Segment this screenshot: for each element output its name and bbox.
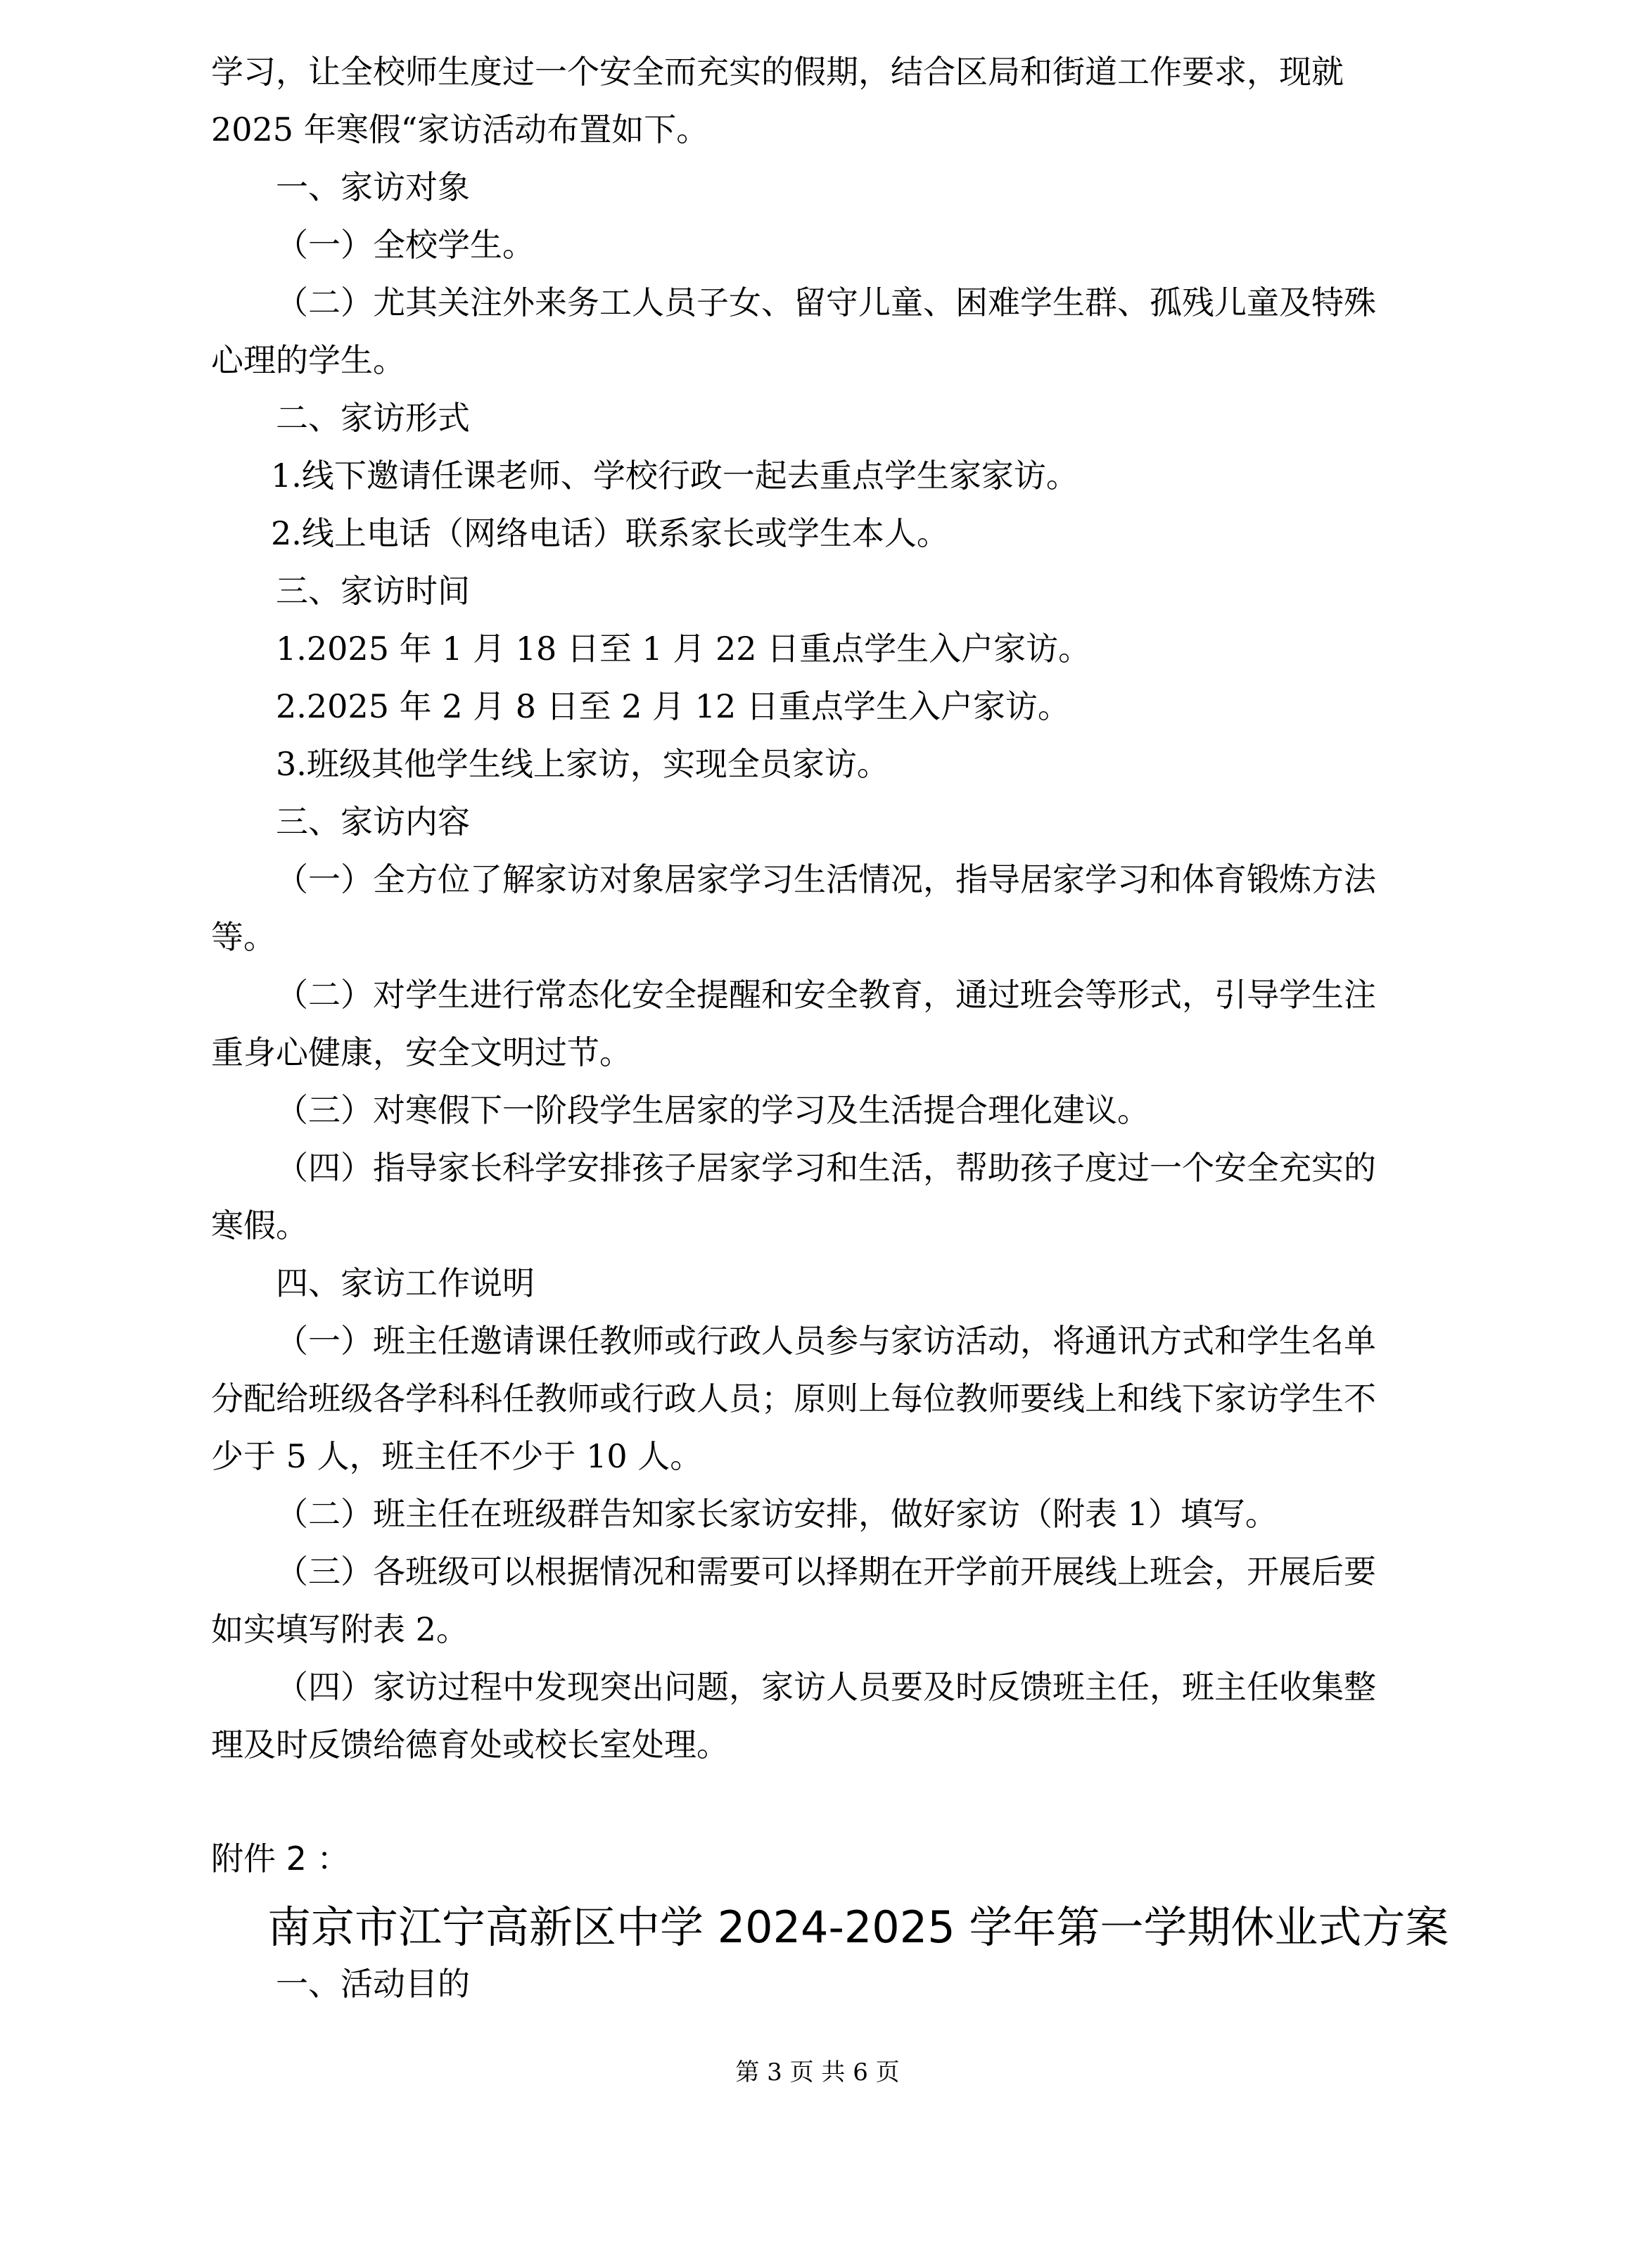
attachment-label: 附件 2 ： <box>211 1840 350 1878</box>
intro-line-2: 2025 年寒假“家访活动布置如下。 <box>211 110 709 148</box>
list-item: （三）各班级可以根据情况和需要可以择期在开学前开展线上班会，开展后要 <box>276 1553 1376 1591</box>
page-footer: 第 3 页 共 6 页 <box>735 2058 900 2087</box>
section-heading-instructions: 四、家访工作说明 <box>276 1264 535 1302</box>
list-item-continuation: 少于 5 人，班主任不少于 10 人。 <box>211 1437 703 1475</box>
list-item: （四）家访过程中发现突出问题，家访人员要及时反馈班主任，班主任收集整 <box>276 1668 1376 1706</box>
list-item: （一）全方位了解家访对象居家学习生活情况，指导居家学习和体育锻炼方法 <box>276 860 1376 898</box>
list-item: （四）指导家长科学安排孩子居家学习和生活，帮助孩子度过一个安全充实的 <box>276 1149 1376 1187</box>
list-item: （二）尤其关注外来务工人员子女、留守儿童、困难学生群、孤残儿童及特殊 <box>276 284 1376 321</box>
list-item-continuation: 重身心健康，安全文明过节。 <box>211 1033 632 1071</box>
list-item: 1.线下邀请任课老师、学校行政一起去重点学生家家访。 <box>271 457 1079 495</box>
list-item: 2.2025 年 2 月 8 日至 2 月 12 日重点学生入户家访。 <box>276 687 1070 725</box>
list-item-continuation: 分配给班级各学科科任教师或行政人员；原则上每位教师要线上和线下家访学生不 <box>211 1380 1376 1418</box>
list-item: 3.班级其他学生线上家访，实现全员家访。 <box>276 745 889 783</box>
list-item: 1.2025 年 1 月 18 日至 1 月 22 日重点学生入户家访。 <box>276 630 1091 668</box>
list-item-continuation: 理及时反馈给德育处或校长室处理。 <box>211 1726 729 1764</box>
list-item: （三）对寒假下一阶段学生居家的学习及生活提合理化建议。 <box>276 1091 1150 1129</box>
list-item-continuation: 如实填写附表 2。 <box>211 1610 469 1648</box>
section-heading-targets: 一、家访对象 <box>276 168 470 206</box>
list-item: （二）班主任在班级群告知家长家访安排，做好家访（附表 1）填写。 <box>276 1495 1278 1533</box>
list-item-continuation: 心理的学生。 <box>211 341 405 379</box>
list-item-continuation: 寒假。 <box>211 1206 308 1244</box>
section-heading-forms: 二、家访形式 <box>276 399 470 437</box>
list-item: （二）对学生进行常态化安全提醒和安全教育，通过班会等形式，引导学生注 <box>276 976 1376 1014</box>
list-item-continuation: 等。 <box>211 918 276 956</box>
list-item: 2.线上电话（网络电话）联系家长或学生本人。 <box>271 514 949 552</box>
section-heading-time: 三、家访时间 <box>276 572 470 610</box>
list-item: （一）班主任邀请课任教师或行政人员参与家访活动，将通讯方式和学生名单 <box>276 1322 1376 1360</box>
section-heading-content: 三、家访内容 <box>276 803 470 841</box>
intro-line-1: 学习，让全校师生度过一个安全而充实的假期，结合区局和街道工作要求，现就 <box>211 53 1344 91</box>
plan-title: 南京市江宁高新区中学 2024-2025 学年第一学期休业式方案 <box>267 1901 1449 1953</box>
section-heading-purpose: 一、活动目的 <box>276 1965 470 2003</box>
list-item: （一）全校学生。 <box>276 226 535 264</box>
